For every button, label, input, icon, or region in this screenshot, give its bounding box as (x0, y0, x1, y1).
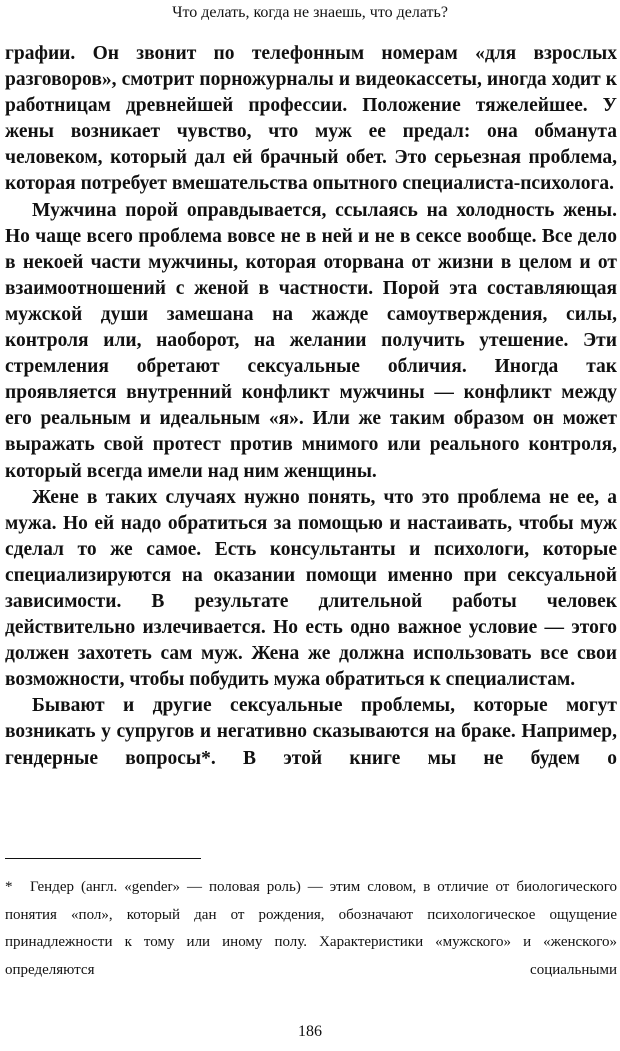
paragraph: Жене в таких случаях нужно понять, что это проблема не ее, а мужа. Но ей надо обратиться за помощью и настаивать, чтобы муж сделал то же самое. Есть консультанты и психологи, которые специализируются на оказании помощи именно при сексуальной зависимости. В результате длительной работы человек действительно излечивается. Но есть одно важное условие — этого должен захотеть сам муж. Жена же должна использовать все свои возможности, чтобы побудить мужа обратиться к специалистам. (5, 486, 617, 691)
running-head: Что делать, когда не знаешь, что делать? (172, 4, 448, 21)
paragraph-continuation: графии. Он звонит по телефонным номерам «для взрослых разговоров», смотрит порножурналы и видеокассеты, иногда ходит к работницам древнейшей профессии. Положение тяжелейшее. У жены возникает чувство, что муж ее предал: она обманута человеком, который дал ей брачный обет. Это серьезная проблема, которая потребует вмешательства опытного специалиста-психолога. (5, 43, 617, 195)
paragraph: Бывают и другие сексуальные проблемы, которые могут возникать у супругов и негативно сказываются на браке. Например, гендерные вопросы*. В этой книге мы не будем о (5, 695, 617, 769)
footnote (5, 874, 617, 984)
footnote-marker: * (5, 879, 13, 895)
footnote-text: Гендер (англ. «gender» — половая роль) — этим словом, в отличие от биологического понятия «пол», который дан от рождения, обозначают психологическое ощущение принадлежности к тому или иному полу. Характеристики «мужского» и «женского» определяются социальными (5, 879, 617, 978)
page-number: 186 (298, 1023, 322, 1040)
footnote-separator (5, 858, 201, 859)
paragraph: Мужчина порой оправдывается, ссылаясь на холодность жены. Но чаще всего проблема вовсе не в ней и не в сексе вообще. Все дело в некоей части мужчины, которая оторвана от жизни в целом и от взаимоотношений с женой в частности. Порой эта составляющая мужской души замешана на жажде самоутверждения, силы, контроля или, наоборот, на желании получить утешение. Эти стремления обретают сексуальные обличия. Иногда так проявляется внутренний конфликт мужчины — конфликт между его реальным и идеальным «я». Или же таким образом он может выражать свой протест против мнимого или реального контроля, который всегда имели над ним женщины. (5, 199, 617, 482)
body-text (5, 41, 617, 772)
